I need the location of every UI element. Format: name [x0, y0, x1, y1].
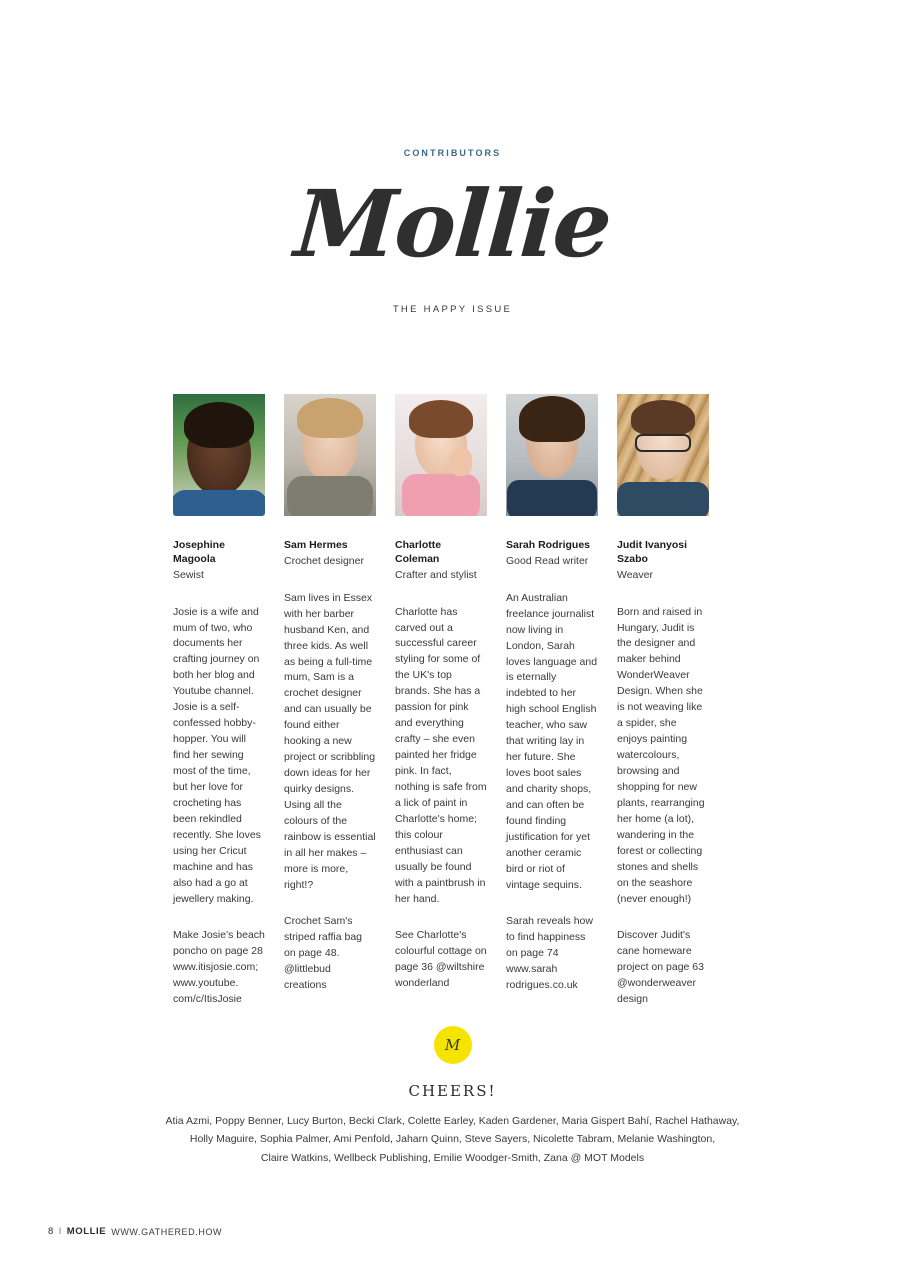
page-number: 8 — [48, 1226, 54, 1237]
portrait-charlotte-coleman — [395, 394, 487, 516]
contributor-cta: Discover Judit's cane homeware project on page 63 @wonderweaver design — [617, 928, 704, 1005]
mollie-logo-text: Mollie — [291, 170, 614, 278]
thanks-list — [153, 1112, 753, 1167]
contributor-name: Josephine Magoola — [173, 539, 225, 565]
contributor-bio: Born and raised in Hungary, Judit is the designer and maker behind WonderWeaver Design. When she is not weaving like a spider, she enjoys painting watercolours, browsing and shopping for new plants, rearranging her home (a lot), wandering in the forest or collecting stones and shells on the seashore (never enough!) — [617, 605, 705, 905]
contributor-column — [284, 394, 376, 1007]
masthead — [0, 148, 905, 315]
contributor-role: Weaver — [617, 568, 653, 581]
contributor-role: Crochet designer — [284, 554, 364, 567]
portrait-judit-ivanyosi-szabo — [617, 394, 709, 516]
cheers-heading: CHEERS! — [408, 1082, 497, 1100]
contributor-role: Crafter and stylist — [395, 568, 477, 581]
contributor-cta: Crochet Sam's striped raffia bag on page 48. @littlebud creations — [284, 914, 363, 991]
mollie-logo — [0, 164, 905, 284]
contributor-role: Good Read writer — [506, 554, 589, 567]
contributor-name: Judit Ivanyosi Szabo — [617, 539, 688, 565]
portrait-sam-hermes — [284, 394, 376, 516]
thanks-line: Claire Watkins, Wellbeck Publishing, Emilie Woodger-Smith, Zana @ MOT Models — [260, 1151, 645, 1164]
portrait-josephine-magoola — [173, 394, 265, 516]
contributor-bio: An Australian freelance journalist now living in London, Sarah loves language and is eternally indebted to her high school English teacher, who saw that writing lay in her future. She loves boot sales and charity shops, and can often be found finding justification for yet another ceramic bird or riot of vintage sequins. — [506, 591, 598, 891]
contributor-name: Sam Hermes — [284, 539, 348, 551]
contributor-bio: Josie is a wife and mum of two, who documents her crafting journey on both her blog and Youtube channel. Josie is a self-confessed hobby-hopper. You will find her sewing most of the time, but her love for crocheting has been rekindled recently. She loves using her Cricut machine and has also had a go at jewellery making. — [173, 605, 261, 905]
contributor-cta: Sarah reveals how to find happiness on page 74 www.sarah rodrigues.co.uk — [506, 914, 593, 991]
contributor-column — [506, 394, 598, 1007]
contributor-bio: Sam lives in Essex with her barber husband Ken, and three kids. As well as being a full-time mum, Sam is a crochet designer and can usually be found either hooking a new project or scribbling down ideas for her quirky designs. Using all the colours of the rainbow is essential in all her makes – more is more, right!? — [284, 591, 376, 891]
issue-line: THE HAPPY ISSUE — [392, 304, 513, 315]
contributors-grid — [173, 394, 733, 1007]
contributor-column — [617, 394, 709, 1007]
contributor-column — [173, 394, 265, 1007]
footer-separator: I — [58, 1226, 62, 1237]
portrait-sarah-rodrigues — [506, 394, 598, 516]
contributor-name: Charlotte Coleman — [395, 539, 442, 565]
footer-url: WWW.GATHERED.HOW — [111, 1226, 223, 1237]
page-kicker: CONTRIBUTORS — [403, 148, 502, 158]
thanks-line: Atia Azmi, Poppy Benner, Lucy Burton, Becki Clark, Colette Earley, Kaden Gardener, Maria Gispert Bahí, Rachel Hathaway, — [165, 1115, 740, 1127]
contributor-cta: See Charlotte's colourful cottage on page 36 @wiltshire wonderland — [395, 928, 487, 989]
badge-letter: M — [444, 1036, 461, 1054]
contributor-column — [395, 394, 487, 1007]
contributor-bio: Charlotte has carved out a successful career styling for some of the UK's top brands. She has a passion for pink and everything crafty – she even painted her fridge pink. In fact, nothing is safe from a lick of paint in Charlotte's home; this colour enthusiast can usually be found with a paintbrush in her hand. — [395, 605, 487, 905]
footer-brand: MOLLIE — [66, 1226, 107, 1237]
mollie-badge-icon — [434, 1026, 472, 1064]
page-footer — [48, 1226, 222, 1237]
contributor-name: Sarah Rodrigues — [506, 539, 591, 551]
thanks-line: Holly Maguire, Sophia Palmer, Ami Penfold, Jaharn Quinn, Steve Sayers, Nicolette Tabram, Melanie Washington, — [189, 1133, 716, 1146]
contributor-cta: Make Josie's beach poncho on page 28 www.itisjosie.com; www.youtube. com/c/ItisJosie — [173, 928, 265, 1005]
contributor-role: Sewist — [173, 568, 204, 581]
